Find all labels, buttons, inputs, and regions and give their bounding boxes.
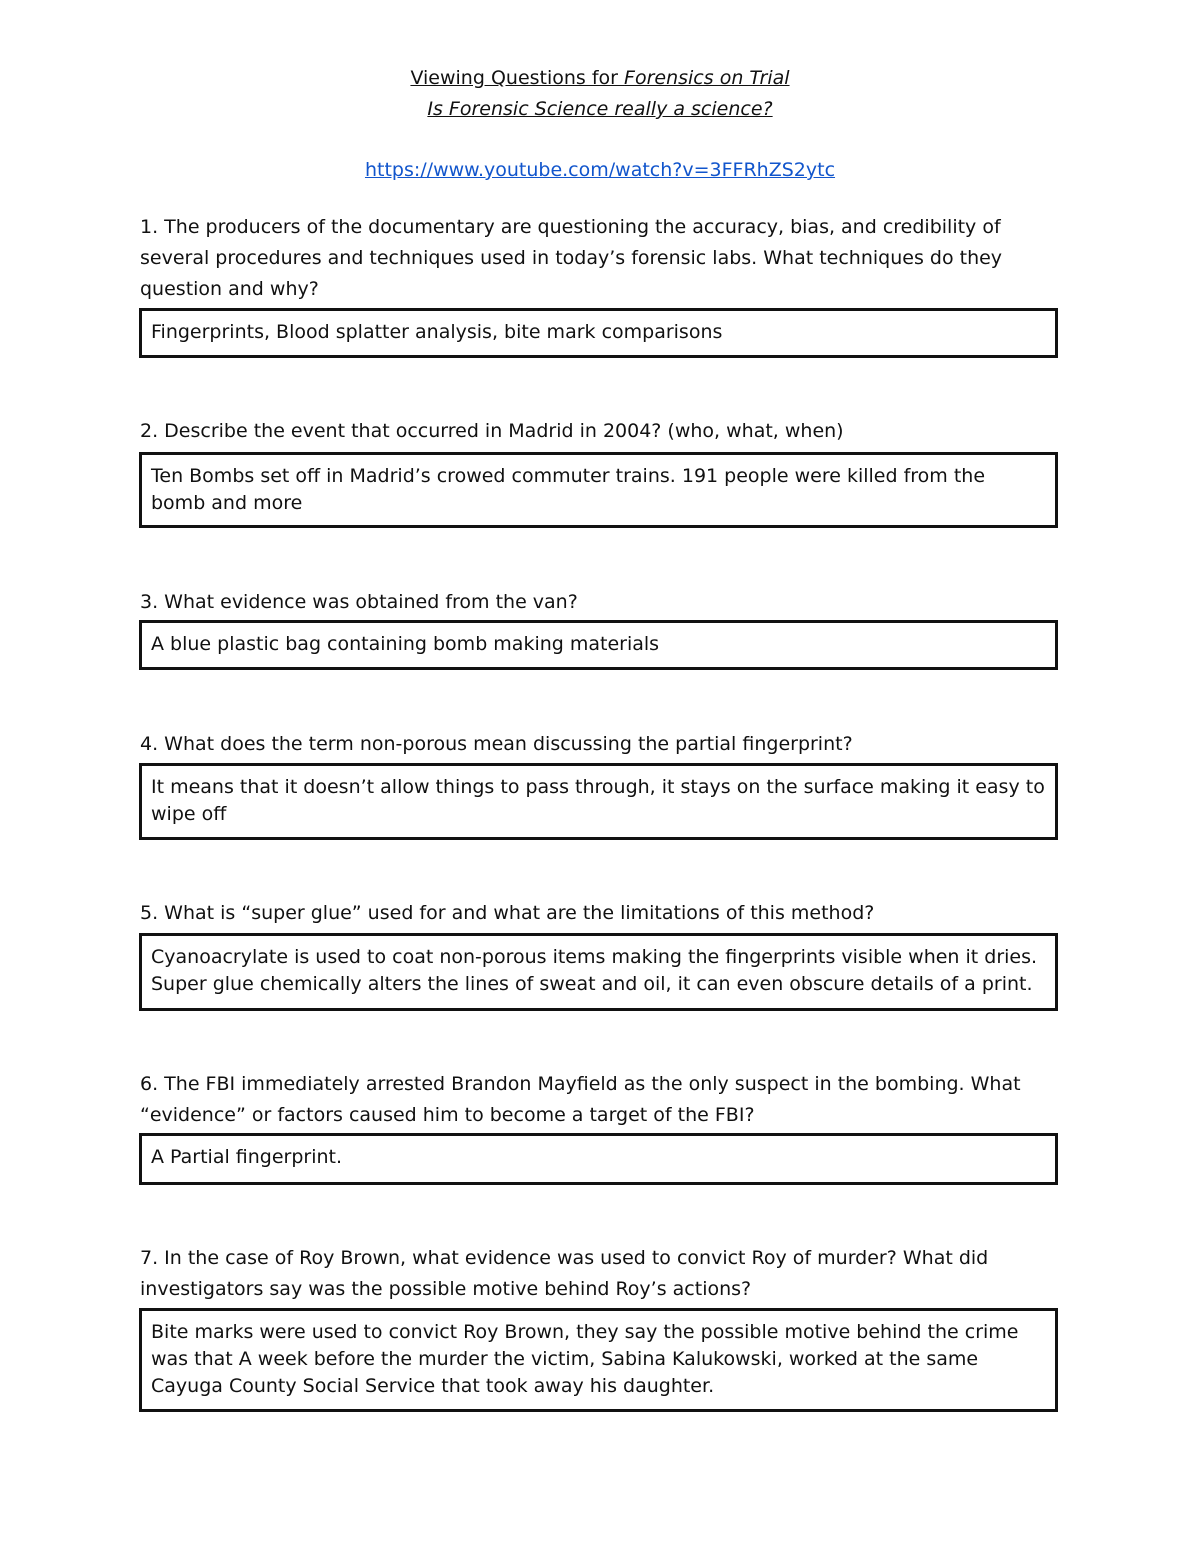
video-link[interactable]: https://www.youtube.com/watch?v=3FFRhZS2ytc — [364, 159, 836, 181]
answer-text-7: Bite marks were used to convict Roy Brown, they say the possible motive behind the crime was that A week before the murder the victim, Sabina Kalukowski, worked at the same Cayuga County Social Service that took away his daughter. — [151, 1321, 1019, 1397]
question-1: 1. The producers of the documentary are questioning the accuracy, bias, and credibility of several procedures and techniques used in today’s forensic labs. What techniques do they question and why? — [140, 216, 1003, 300]
answer-box-7 — [139, 1308, 1058, 1412]
answer-text-1: Fingerprints, Blood splatter analysis, bite mark comparisons — [151, 321, 723, 343]
question-6: 6. The FBI immediately arrested Brandon Mayfield as the only suspect in the bombing. What “evidence” or factors caused him to become a target of the FBI? — [140, 1073, 1021, 1126]
question-5: 5. What is “super glue” used for and what are the limitations of this method? — [140, 902, 875, 924]
answer-text-4: It means that it doesn’t allow things to pass through, it stays on the surface making it easy to wipe off — [151, 776, 1045, 825]
answer-box-6 — [139, 1133, 1058, 1185]
question-4: 4. What does the term non-porous mean discussing the partial fingerprint? — [140, 733, 853, 755]
worksheet-subtitle: Is Forensic Science really a science? — [427, 98, 773, 120]
answer-text-3: A blue plastic bag containing bomb making materials — [151, 633, 660, 655]
answer-text-6: A Partial fingerprint. — [151, 1146, 343, 1168]
title-film-name: Forensics on Trial — [624, 67, 790, 89]
answer-box-3 — [139, 620, 1058, 670]
question-2: 2. Describe the event that occurred in Madrid in 2004? (who, what, when) — [140, 420, 844, 442]
answer-box-4 — [139, 763, 1058, 840]
question-3: 3. What evidence was obtained from the van? — [140, 591, 578, 613]
answer-box-1 — [139, 308, 1058, 358]
answer-text-5: Cyanoacrylate is used to coat non-porous items making the fingerprints visible when it dries. Super glue chemically alters the lines of sweat and oil, it can even obscure details of a print. — [151, 946, 1038, 995]
answer-box-5 — [139, 933, 1058, 1011]
title-prefix: Viewing Questions for — [410, 67, 625, 89]
question-7: 7. In the case of Roy Brown, what evidence was used to convict Roy of murder? What did investigators say was the possible motive behind Roy’s actions? — [140, 1247, 989, 1300]
answer-text-2: Ten Bombs set off in Madrid’s crowed commuter trains. 191 people were killed from the bomb and more — [151, 465, 986, 514]
worksheet-title — [0, 64, 1200, 92]
answer-box-2 — [139, 452, 1058, 528]
